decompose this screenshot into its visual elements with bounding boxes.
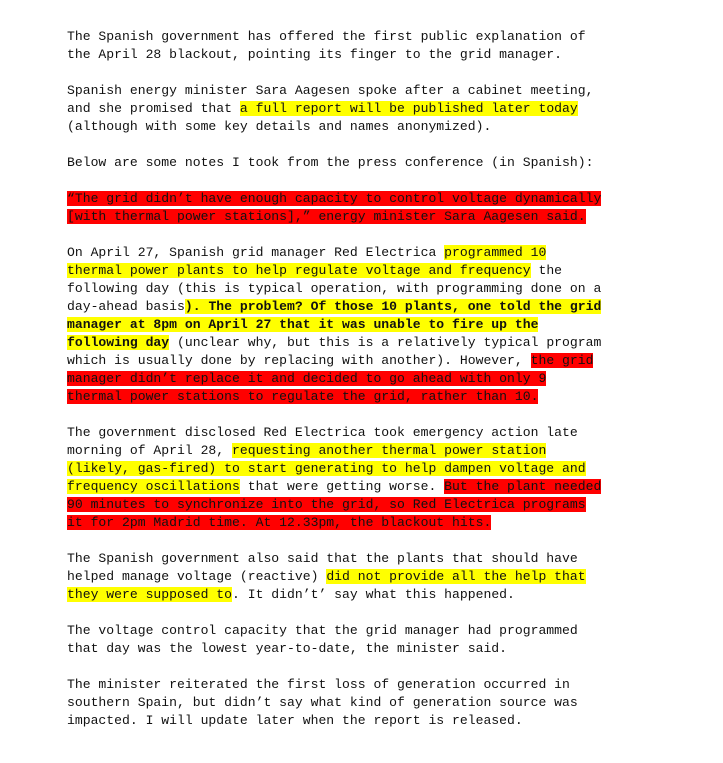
- text-span: (unclear why, but this is a relatively typical program which is usually done by replacing with another). However,: [67, 335, 602, 368]
- highlight-yellow-bold: ). The problem? Of those 10 plants, one told the grid manager at 8pm on April 27 that it was unable to fire up the following day: [67, 299, 602, 350]
- paragraph-intro: [67, 28, 679, 64]
- text-span: The Spanish government also said that the plants that should have helped manage voltage (reactive): [67, 551, 578, 584]
- paragraph-closing: [67, 676, 679, 730]
- text-span: The minister reiterated the first loss of generation occurred in southern Spain, but didn’t say what kind of generation source was impacted. I will update later when the report is released.: [67, 677, 578, 728]
- text-span: Spanish energy minister Sara Aagesen spoke after a cabinet meeting, and she promised that: [67, 83, 594, 116]
- highlight-red: the grid manager didn’t replace it and decided to go ahead with only 9 thermal power stations to regulate the grid, rather than 10.: [67, 353, 594, 404]
- highlight-yellow: a full report will be published later today: [239, 101, 578, 116]
- document-body: [67, 28, 679, 748]
- text-span: that were getting worse.: [239, 479, 445, 494]
- paragraph-reactive: [67, 550, 679, 604]
- text-span: (although with some key details and names anonymized).: [67, 119, 492, 134]
- text-span: The government disclosed Red Electrica took emergency action late morning of April 28,: [67, 425, 578, 458]
- highlight-yellow: programmed 10 thermal power plants to help regulate voltage and frequency: [67, 245, 547, 278]
- highlight-red: But the plant needed 90 minutes to synchronize into the grid, so Red Electrica programs it for 2pm Madrid time. At 12.33pm, the blackout hits.: [67, 479, 602, 530]
- text-span: The voltage control capacity that the grid manager had programmed that day was the lowest year-to-date, the minister said.: [67, 623, 578, 656]
- text-span: Below are some notes I took from the press conference (in Spanish):: [67, 155, 594, 170]
- highlight-yellow: did not provide all the help that they were supposed to: [67, 569, 586, 602]
- paragraph-quote: [67, 190, 679, 226]
- text-span: the following day (this is typical operation, with programming done on a day-ahead basis: [67, 263, 602, 314]
- text-span: The Spanish government has offered the first public explanation of the April 28 blackout, pointing its finger to the grid manager.: [67, 29, 586, 62]
- paragraph-april-27: [67, 244, 679, 406]
- highlight-yellow: requesting another thermal power station (likely, gas-fired) to start generating to help dampen voltage and frequency oscillations: [67, 443, 586, 494]
- paragraph-minister-spoke: [67, 82, 679, 136]
- paragraph-voltage-capacity: [67, 622, 679, 658]
- paragraph-notes-intro: [67, 154, 679, 172]
- text-span: . It didn’t’ say what this happened.: [232, 587, 515, 602]
- highlight-red: “The grid didn’t have enough capacity to control voltage dynamically [with thermal power stations],” energy minister Sara Aagesen said.: [67, 191, 602, 224]
- text-span: On April 27, Spanish grid manager Red Electrica: [67, 245, 445, 260]
- paragraph-emergency-action: [67, 424, 679, 532]
